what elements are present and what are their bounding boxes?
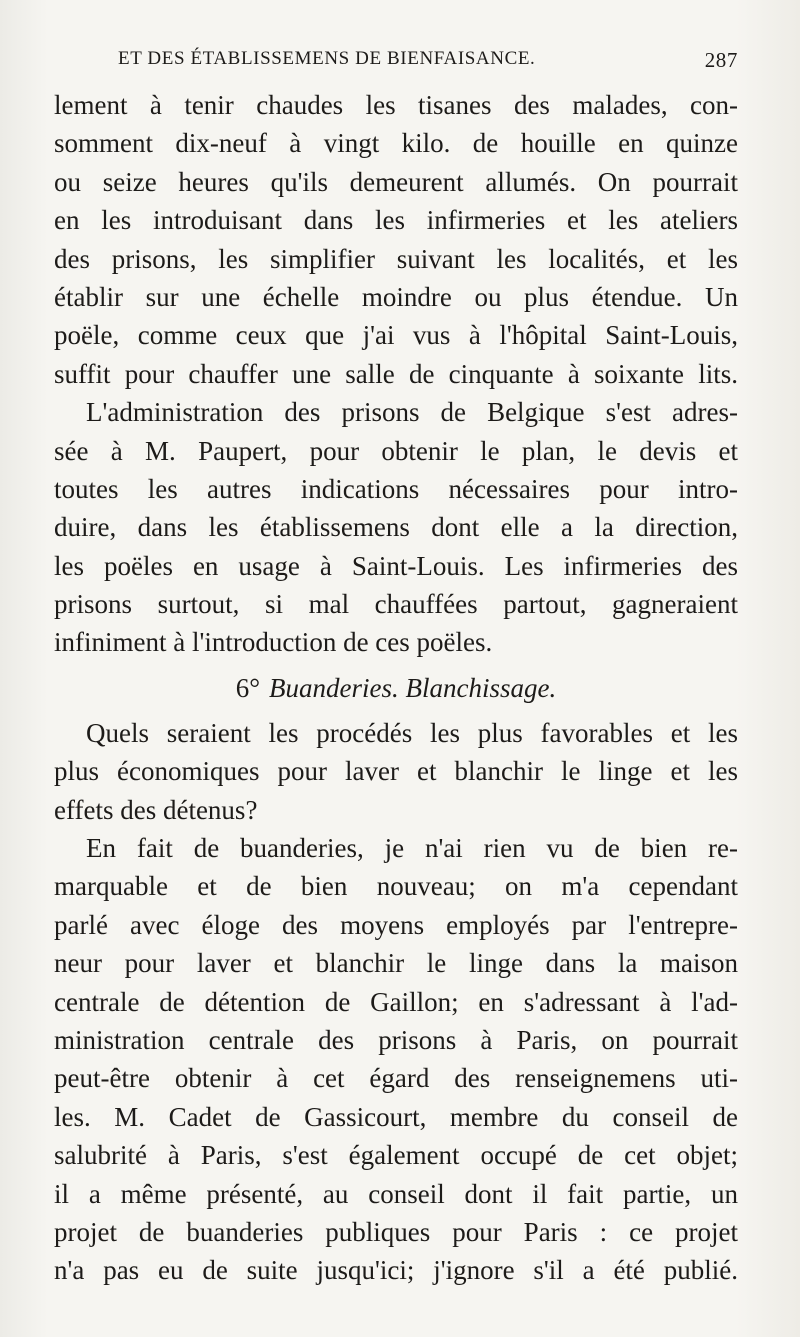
section-number: 6°	[235, 672, 261, 703]
text-line: les poëles en usage à Saint-Louis. Les infirmeries des	[54, 550, 738, 581]
body-text	[54, 86, 738, 1290]
running-head	[118, 44, 738, 74]
paragraph-3	[54, 714, 738, 829]
text-line: poële, comme ceux que j'ai vus à l'hôpital Saint-Louis,	[54, 320, 738, 351]
text-line: ministration centrale des prisons à Paris, on pourrait	[54, 1024, 738, 1055]
text-line: effets des détenus?	[54, 794, 258, 825]
text-line: marquable et de bien nouveau; on m'a cependant	[54, 871, 738, 902]
text-line: prisons surtout, si mal chauffées partout, gagneraient	[54, 589, 738, 620]
text-line: établir sur une échelle moindre ou plus étendue. Un	[54, 281, 738, 312]
text-line: n'a pas eu de suite jusqu'ici; j'ignore s'il a été publié.	[54, 1255, 738, 1286]
text-line: toutes les autres indications nécessaires pour intro-	[54, 473, 738, 504]
section-heading	[54, 662, 738, 714]
text-line: somment dix-neuf à vingt kilo. de houille en quinze	[54, 128, 738, 159]
text-line: ou seize heures qu'ils demeurent allumés. On pourrait	[54, 166, 738, 197]
text-line: sée à M. Paupert, pour obtenir le plan, le devis et	[54, 435, 738, 466]
text-line: duire, dans les établissemens dont elle a la direction,	[54, 512, 738, 543]
text-line: parlé avec éloge des moyens employés par l'entrepre-	[54, 909, 738, 940]
text-line: les. M. Cadet de Gassicourt, membre du conseil de	[54, 1101, 738, 1132]
section-title: Buanderies. Blanchissage.	[269, 672, 557, 703]
paragraph-4	[54, 829, 738, 1290]
text-line: plus économiques pour laver et blanchir le linge et les	[54, 756, 738, 787]
text-line: lement à tenir chaudes les tisanes des malades, con-	[54, 90, 738, 120]
text-line: salubrité à Paris, s'est également occupé de cet objet;	[54, 1140, 738, 1171]
text-line: en les introduisant dans les infirmeries et les ateliers	[54, 205, 738, 236]
page-number: 287	[704, 48, 738, 72]
text-line: il a même présenté, au conseil dont il fait partie, un	[54, 1178, 738, 1209]
text-line: projet de buanderies publiques pour Paris : ce projet	[54, 1216, 738, 1247]
text-line: Quels seraient les procédés les plus favorables et les	[86, 717, 738, 748]
paragraph-1	[54, 86, 738, 393]
text-line: L'administration des prisons de Belgique s'est adres-	[86, 397, 738, 428]
text-line: peut-être obtenir à cet égard des renseignemens uti-	[54, 1063, 738, 1094]
text-line: centrale de détention de Gaillon; en s'adressant à l'ad-	[54, 986, 738, 1017]
text-line: En fait de buanderies, je n'ai rien vu de bien re-	[86, 833, 738, 864]
text-line: neur pour laver et blanchir le linge dans la maison	[54, 948, 738, 979]
text-line: des prisons, les simplifier suivant les localités, et les	[54, 243, 738, 274]
running-title: ET DES ÉTABLISSEMENS DE BIENFAISANCE.	[118, 48, 536, 69]
text-line: suffit pour chauffer une salle de cinquante à soixante lits.	[54, 358, 738, 389]
paragraph-2	[54, 393, 738, 662]
text-line: infiniment à l'introduction de ces poëles.	[54, 627, 493, 658]
